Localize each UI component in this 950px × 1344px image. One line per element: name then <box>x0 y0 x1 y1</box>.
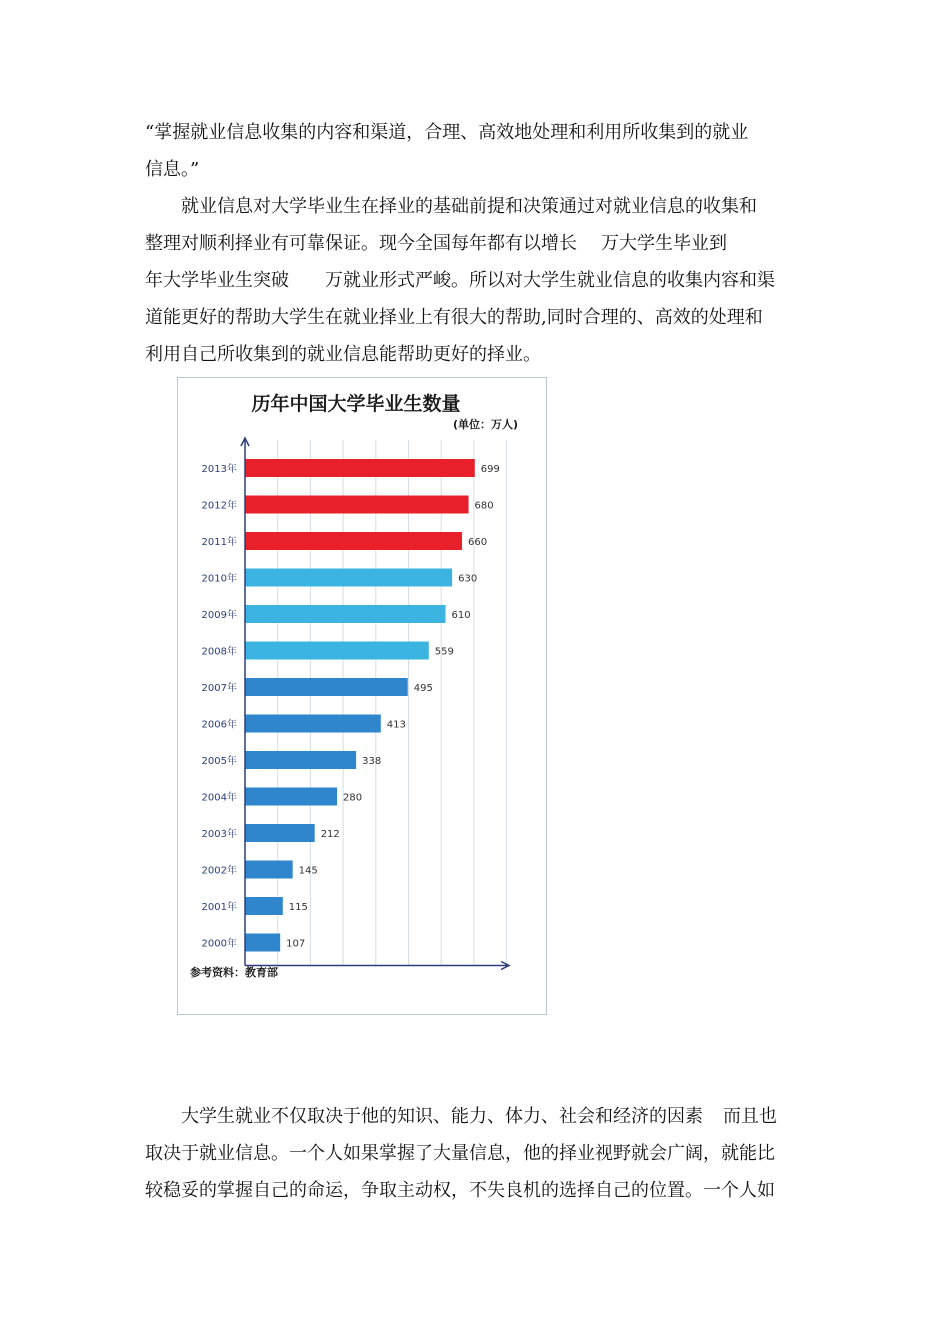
bar-2001年 <box>245 897 283 915</box>
bar-2008年 <box>245 642 429 660</box>
category-label: 2001年 <box>201 902 237 913</box>
category-label: 2009年 <box>201 610 237 621</box>
value-label: 145 <box>298 865 318 877</box>
value-label: 610 <box>451 610 471 621</box>
bar-2004年 <box>245 788 337 806</box>
bar-2011年 <box>245 532 462 550</box>
value-label: 630 <box>458 573 478 585</box>
p3-line-2: 取决于就业信息。一个人如果掌握了大量信息，他的择业视野就会广阔，就能比 <box>145 1143 775 1164</box>
chart-title: 历年中国大学毕业生数量 <box>251 393 461 415</box>
category-label: 2010年 <box>201 573 237 585</box>
p3-line-3: 较稳妥的掌握自己的命运，争取主动权，不失良机的选择自己的位置。一个人如 <box>145 1180 775 1201</box>
bar-2010年 <box>245 569 452 587</box>
category-label: 2013年 <box>201 464 237 475</box>
chart-axes <box>241 438 509 970</box>
category-label: 2011年 <box>201 537 237 548</box>
bar-2000年 <box>245 934 280 952</box>
bar-2006年 <box>245 715 381 733</box>
paragraph-2 <box>145 188 825 373</box>
p1-line-1: “掌握就业信息收集的内容和渠道，合理、高效地处理和利用所收集到的就业 <box>145 122 749 143</box>
p2-line-3a: 年大学毕业生突破 <box>145 270 289 291</box>
value-label: 338 <box>362 756 382 767</box>
p3-line-1b: 而且也 <box>723 1106 777 1127</box>
category-label: 2007年 <box>201 683 237 694</box>
value-label: 699 <box>480 464 500 475</box>
p3-line-1 <box>145 1098 825 1135</box>
value-label: 413 <box>386 719 406 731</box>
paragraph-3 <box>145 1098 825 1209</box>
category-label: 2005年 <box>201 756 237 767</box>
value-label: 115 <box>288 902 308 913</box>
p2-line-2a: 整理对顺利择业有可靠保证。现今全国每年都有以增长 <box>145 233 577 254</box>
bar-2012年 <box>245 496 469 514</box>
p1-line-2: 信息。” <box>145 159 200 180</box>
chart-figure <box>177 377 547 1015</box>
chart-unit-label: (单位：万人) <box>452 418 518 431</box>
p2-line-4: 道能更好的帮助大学生在就业择业上有很大的帮助,同时合理的、高效的处理和 <box>145 307 763 328</box>
bar-2013年 <box>245 459 475 477</box>
value-label: 212 <box>320 829 340 840</box>
bar-2009年 <box>245 605 446 623</box>
category-label: 2000年 <box>201 938 237 950</box>
p2-line-3b: 万就业形式严峻。所以对大学生就业信息的收集内容和渠 <box>325 270 775 291</box>
value-label: 680 <box>474 500 494 512</box>
chart-source-label: 参考资料：教育部 <box>190 966 278 979</box>
category-label: 2012年 <box>201 500 237 512</box>
bar-2002年 <box>245 861 293 879</box>
p2-line-1: 就业信息对大学毕业生在择业的基础前提和决策通过对就业信息的收集和 <box>181 196 757 217</box>
bar-2003年 <box>245 824 315 842</box>
value-label: 660 <box>467 537 488 548</box>
paragraph-1 <box>145 114 825 188</box>
value-label: 559 <box>434 646 454 658</box>
value-label: 495 <box>413 683 433 694</box>
p2-line-5: 利用自己所收集到的就业信息能帮助更好的择业。 <box>145 344 541 365</box>
category-label: 2004年 <box>201 792 237 804</box>
category-label: 2008年 <box>201 646 237 658</box>
p2-line-3 <box>145 262 825 299</box>
p2-line-2 <box>145 225 825 262</box>
value-label: 107 <box>286 938 306 950</box>
p2-line-2b: 万大学生毕业到 <box>601 233 727 254</box>
value-label: 280 <box>343 792 363 804</box>
bar-2005年 <box>245 751 356 769</box>
category-label: 2006年 <box>201 719 237 731</box>
bar-chart <box>178 378 546 1014</box>
p3-line-1a: 大学生就业不仅取决于他的知识、能力、体力、社会和经济的因素 <box>181 1106 703 1127</box>
category-label: 2003年 <box>201 829 237 840</box>
chart-bars <box>202 459 500 952</box>
chart-grid <box>278 440 507 966</box>
category-label: 2002年 <box>201 865 237 877</box>
bar-2007年 <box>245 678 408 696</box>
